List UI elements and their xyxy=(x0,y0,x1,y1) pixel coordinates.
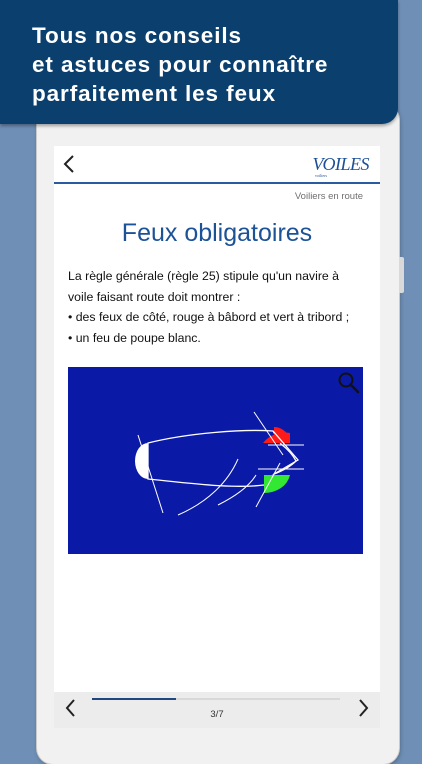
pager-footer xyxy=(54,692,380,728)
logo-text: VOILES xyxy=(312,154,369,174)
article-bullet-side-lights: • des feux de côté, rouge à bâbord et vert à tribord ; xyxy=(68,310,350,324)
reading-progress-bar xyxy=(92,698,340,700)
magnifier-icon xyxy=(337,371,361,395)
article-line: voile faisant route doit montrer : xyxy=(68,289,241,304)
voiles-logo xyxy=(301,154,371,180)
header-divider xyxy=(54,182,380,184)
zoom-button[interactable] xyxy=(337,371,361,395)
top-bar xyxy=(54,146,380,183)
chevron-left-icon xyxy=(59,152,81,178)
back-button[interactable] xyxy=(59,152,81,178)
chevron-right-icon xyxy=(354,696,372,720)
article-body xyxy=(68,266,370,348)
promo-banner xyxy=(0,0,398,124)
starboard-light xyxy=(264,475,290,493)
sailboat-lights-diagram xyxy=(68,367,363,554)
promo-line-3: parfaitement les feux xyxy=(32,81,276,106)
page-title: Feux obligatoires xyxy=(121,219,313,247)
navigation-lights-illustration[interactable] xyxy=(68,367,363,554)
page-counter: 3/7 xyxy=(210,709,224,720)
promo-line-2: et astuces pour connaître xyxy=(32,52,329,77)
promo-line-1: Tous nos conseils xyxy=(32,23,242,48)
article-bullet-stern-light: • un feu de poupe blanc. xyxy=(68,330,201,345)
app-screen xyxy=(54,146,380,728)
promo-headline xyxy=(32,21,328,108)
logo-subtext: voiliers xyxy=(315,173,327,178)
next-page-button[interactable] xyxy=(354,696,372,720)
article-line: La règle générale (règle 25) stipule qu'un navire à xyxy=(68,269,340,283)
section-label: Voiliers en route xyxy=(294,191,363,202)
reading-progress-fill xyxy=(92,698,176,700)
phone-side-button xyxy=(399,257,404,293)
